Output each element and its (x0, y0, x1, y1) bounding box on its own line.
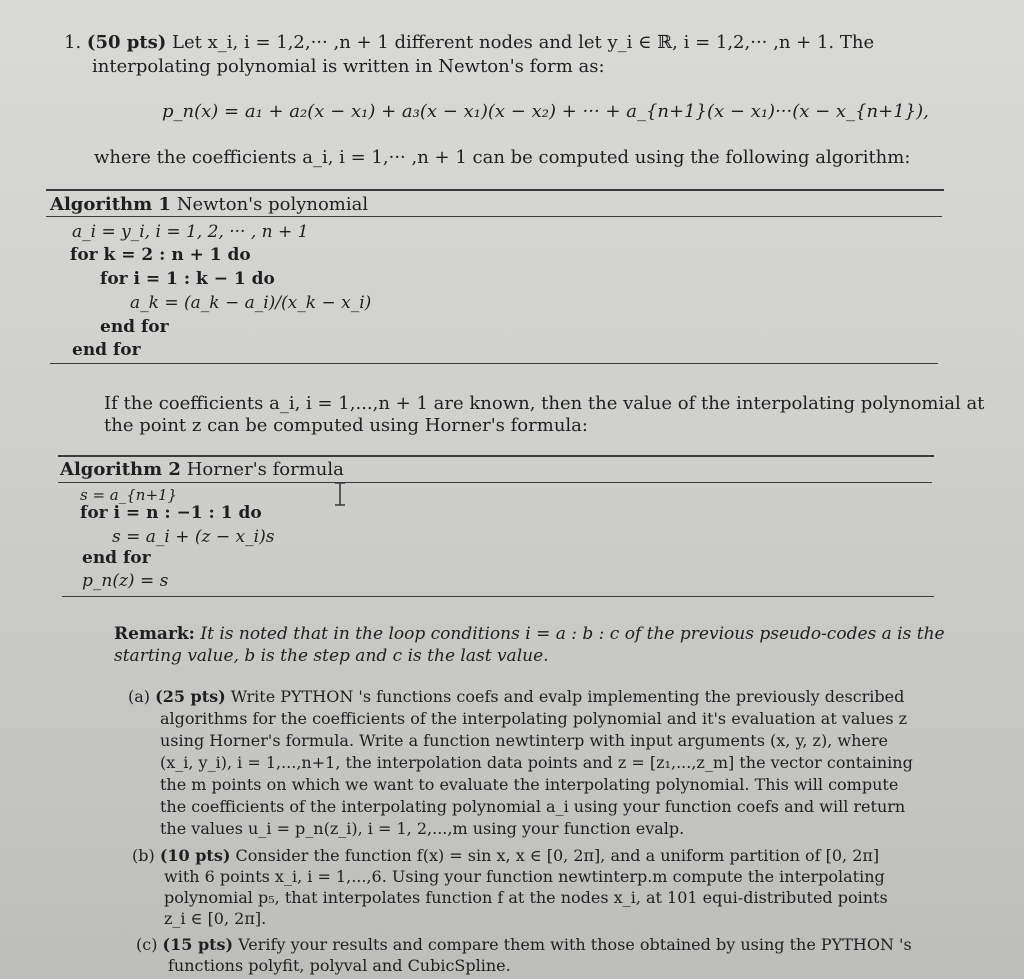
coefficients-line: where the coefficients a_i, i = 1,··· ,n + 1 can be computed using the following algorithm: (94, 147, 911, 168)
algo2-line-4: end for (82, 548, 151, 568)
algo1-line-2: for k = 2 : n + 1 do (70, 245, 251, 265)
problem-number: 1. (64, 32, 82, 53)
part-a-label: (a) (128, 687, 151, 706)
part-a-line-5: the m points on which we want to evaluate the interpolating polynomial. This will compute (160, 775, 899, 794)
problem-points: (50 pts) (86, 32, 167, 53)
part-c-line-1: (c) (15 pts) Verify your results and compare them with those obtained by using the PYTHON 's (136, 935, 912, 954)
problem-line-2: interpolating polynomial is written in Newton's form as: (92, 56, 605, 77)
algo1-line-6: end for (72, 340, 141, 360)
part-c-label: (c) (136, 935, 158, 954)
newton-formula: p_n(x) = a₁ + a₂(x − x₁) + a₃(x − x₁)(x − x₂) + ··· + a_{n+1}(x − x₁)···(x − x_{n+1}), (162, 101, 929, 122)
algo2-bottom-rule (62, 596, 934, 597)
algo2-line-2: for i = n : −1 : 1 do (80, 503, 262, 523)
part-a-line-1: (a) (25 pts) Write PYTHON 's functions coefs and evalp implementing the previously described (128, 687, 905, 706)
algo2-line-5: p_n(z) = s (82, 571, 169, 591)
algo1-line-3: for i = 1 : k − 1 do (100, 269, 275, 289)
problem-text-1: Let x_i, i = 1,2,··· ,n + 1 different nodes and let y_i ∈ ℝ, i = 1,2,··· ,n + 1. The (172, 32, 875, 53)
remark-line-2: starting value, b is the step and c is the last value. (114, 646, 549, 666)
algo1-top-rule (46, 189, 944, 191)
horner-intro-1: If the coefficients a_i, i = 1,...,n + 1 are known, then the value of the interpolating polynomial at (104, 393, 985, 414)
part-a-line-7: the values u_i = p_n(z_i), i = 1, 2,...,m using your function evalp. (160, 819, 685, 838)
algo1-bottom-rule (50, 363, 938, 364)
part-a-points: (25 pts) (155, 687, 226, 706)
part-b-line-3: polynomial p₅, that interpolates function f at the nodes x_i, at 101 equi-distributed points (164, 888, 888, 907)
algo1-line-4: a_k = (a_k − a_i)/(x_k − x_i) (130, 293, 372, 313)
part-a-line-2: algorithms for the coefficients of the interpolating polynomial and it's evaluation at values z (160, 709, 908, 728)
part-c-points: (15 pts) (162, 935, 234, 954)
part-b-line-4: z_i ∈ [0, 2π]. (164, 909, 267, 928)
part-b-line-2: with 6 points x_i, i = 1,...,6. Using your function newtinterp.m compute the interpolating (164, 867, 885, 886)
remark-line-1 (114, 624, 945, 645)
remark-label: Remark: (114, 624, 195, 644)
algo2-top-rule (58, 455, 934, 457)
algo1-title: Algorithm 1 Newton's polynomial (50, 194, 369, 215)
algo1-line-5: end for (100, 317, 169, 337)
algo1-title-rule (46, 216, 942, 217)
algo2-line-3: s = a_i + (z − x_i)s (112, 527, 275, 547)
part-b-points: (10 pts) (159, 846, 231, 865)
part-b-label: (b) (132, 846, 155, 865)
remark-text-1: It is noted that in the loop conditions i = a : b : c of the previous pseudo-codes a is the (200, 624, 945, 644)
algo2-title: Algorithm 2 Horner's formula (60, 459, 344, 480)
part-a-line-6: the coefficients of the interpolating polynomial a_i using your function coefs and will return (160, 797, 906, 816)
text-cursor-icon (332, 481, 348, 513)
algo2-title-rule (58, 482, 932, 483)
problem-line-1 (64, 32, 874, 53)
part-a-line-4: (x_i, y_i), i = 1,...,n+1, the interpolation data points and z = [z₁,...,z_m] the vector containing (160, 753, 913, 772)
part-a-line-3: using Horner's formula. Write a function newtinterp with input arguments (x, y, z), where (160, 731, 888, 750)
algo1-line-1: a_i = y_i, i = 1, 2, ··· , n + 1 (72, 222, 309, 242)
part-b-line-1: (b) (10 pts) Consider the function f(x) = sin x, x ∈ [0, 2π], and a uniform partition of [0, 2π] (132, 846, 880, 865)
algo2-line-1: s = a_{n+1} (80, 486, 178, 504)
part-c-line-2: functions polyfit, polyval and CubicSpline. (168, 956, 511, 975)
horner-intro-2: the point z can be computed using Horner's formula: (104, 415, 588, 436)
